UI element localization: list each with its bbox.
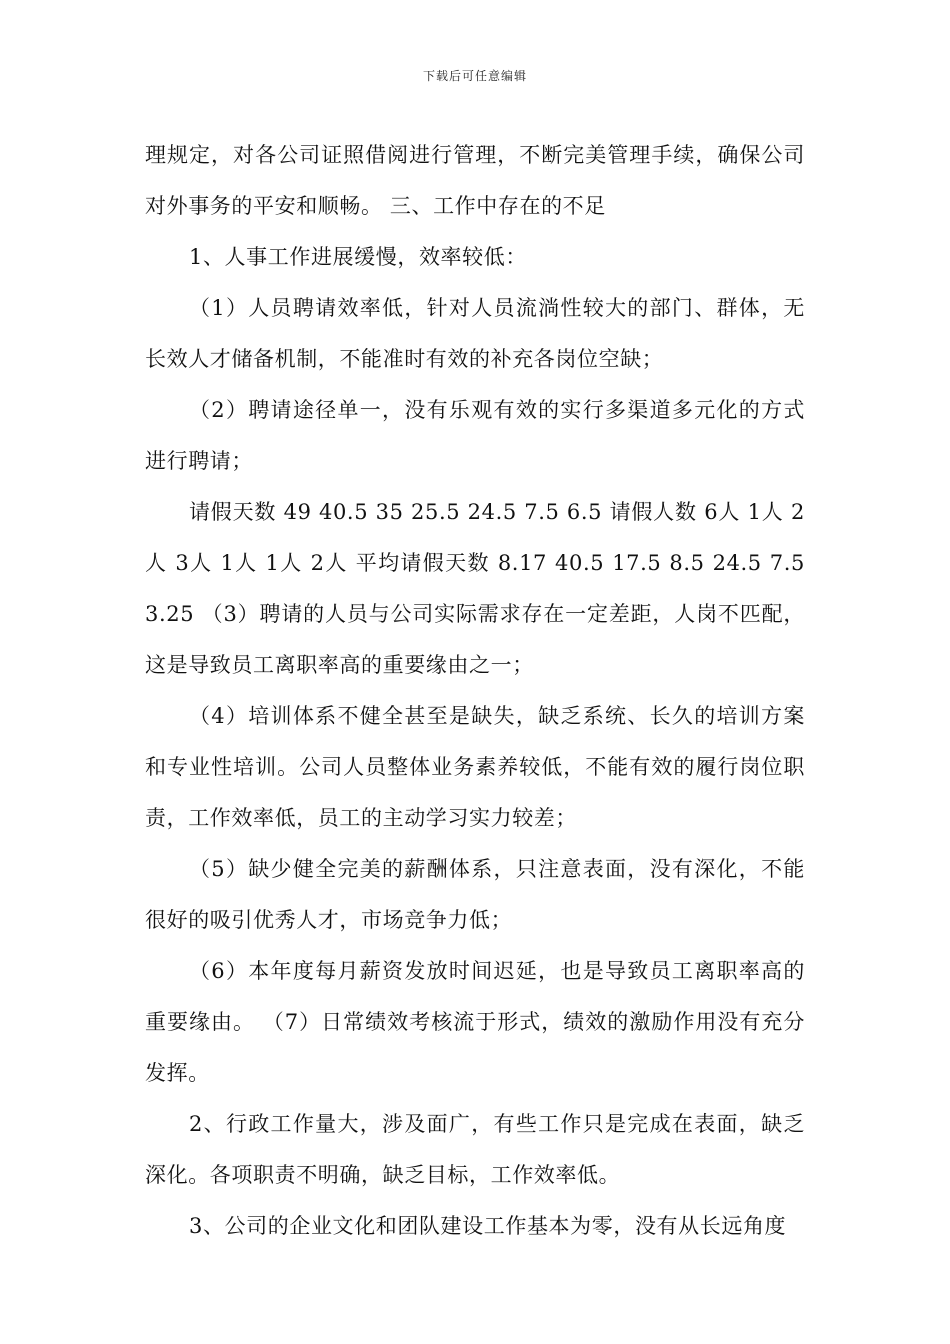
- paragraph-1: 理规定，对各公司证照借阅进行管理，不断完美管理手续，确保公司对外事务的平安和顺畅。 三、工作中存在的不足: [145, 143, 805, 218]
- paragraph-9: 2、行政工作量大，涉及面广，有些工作只是完成在表面，缺乏深化。各项职责不明确，缺乏目标，工作效率低。: [145, 1112, 805, 1187]
- page-header: 下载后可任意编辑: [422, 69, 527, 83]
- paragraph-5: 请假天数 49 40.5 35 25.5 24.5 7.5 6.5 请假人数 6人 1人 2人 3人 1人 1人 2人 平均请假天数 8.17 40.5 17.5 8.5 24.5 7.5 3.25 （3）聘请的人员与公司实际需求存在一定差距，人岗不匹配，这是导致员工离职率高的重要缘由之一；: [145, 500, 805, 677]
- paragraph-6: （4）培训体系不健全甚至是缺失，缺乏系统、长久的培训方案和专业性培训。公司人员整体业务素养较低，不能有效的履行岗位职责，工作效率低，员工的主动学习实力较差；: [145, 704, 805, 830]
- paragraph-7: （5）缺少健全完美的薪酬体系，只注意表面，没有深化，不能很好的吸引优秀人才，市场竞争力低；: [145, 857, 805, 932]
- paragraph-2: 1、人事工作进展缓慢，效率较低：: [189, 245, 527, 269]
- document-body: [145, 130, 805, 1252]
- paragraph-8: （6）本年度每月薪资发放时间迟延，也是导致员工离职率高的重要缘由。 （7）日常绩效考核流于形式，绩效的激励作用没有充分发挥。: [145, 959, 805, 1085]
- paragraph-10: 3、公司的企业文化和团队建设工作基本为零，没有从长远角度: [189, 1214, 787, 1238]
- paragraph-3: （1）人员聘请效率低，针对人员流淌性较大的部门、群体，无长效人才储备机制，不能准时有效的补充各岗位空缺；: [145, 296, 805, 371]
- paragraph-4: （2）聘请途径单一，没有乐观有效的实行多渠道多元化的方式进行聘请；: [145, 398, 805, 473]
